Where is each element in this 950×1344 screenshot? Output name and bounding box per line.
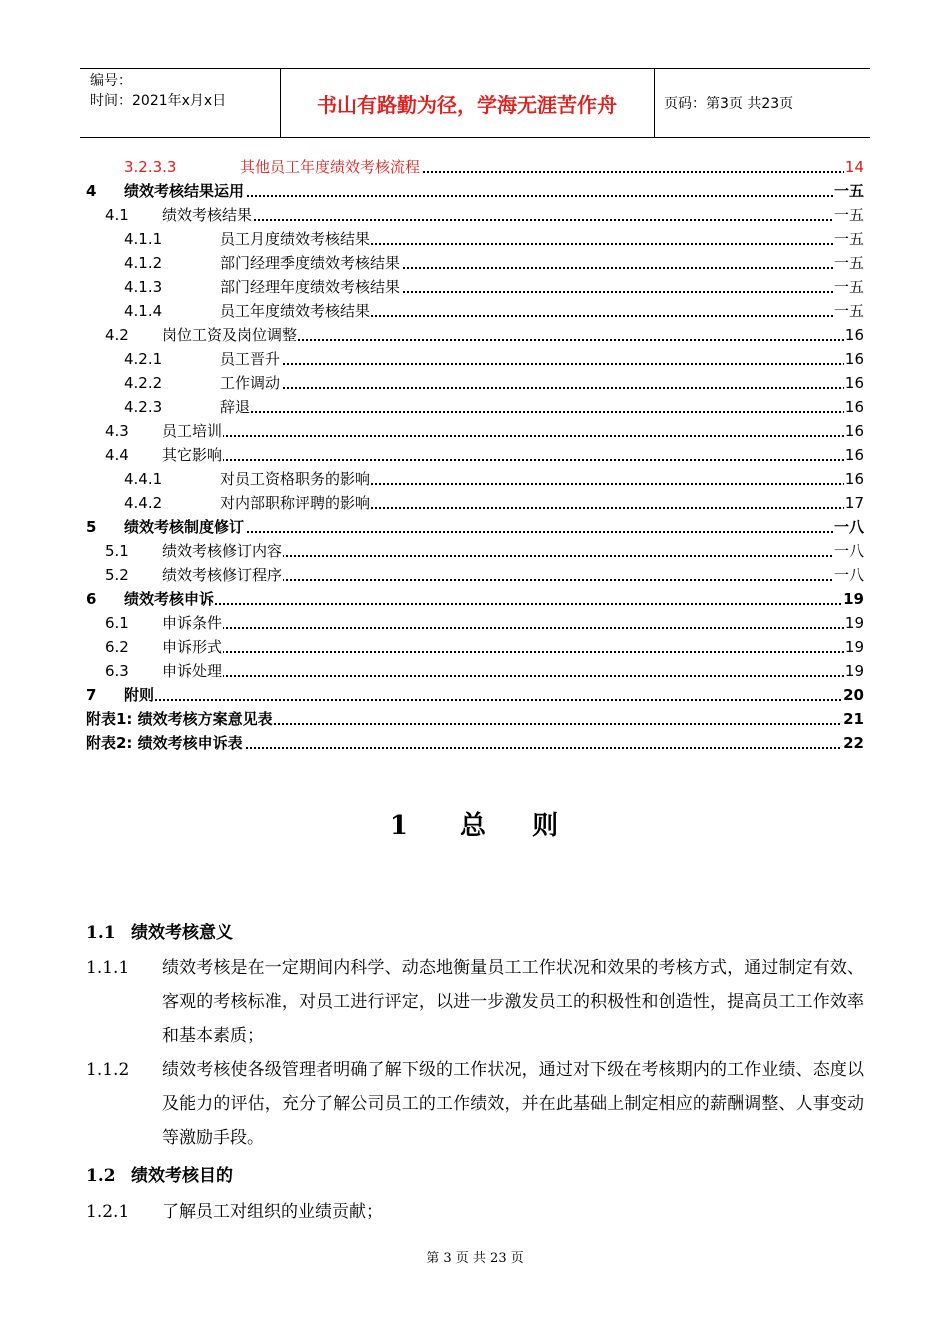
toc-entry-number: 4.1.3	[124, 278, 163, 296]
toc-entry-page: 16	[844, 467, 864, 491]
toc-entry-title: 员工月度绩效考核结果	[220, 227, 371, 251]
toc-entry-number: 4.1.4	[124, 302, 163, 320]
toc-entry[interactable]	[86, 635, 864, 659]
toc-entry-number: 6.2	[105, 638, 129, 656]
toc-leader-dots	[162, 459, 864, 461]
toc-entry-number: 4.1.2	[124, 254, 163, 272]
toc-entry-title: 绩效考核申诉	[124, 587, 215, 611]
toc-entry-number: 6	[86, 590, 97, 608]
toc-entry[interactable]	[86, 155, 864, 179]
toc-leader-dots	[162, 651, 864, 653]
paragraph-number: 1.2.1	[86, 1202, 130, 1222]
toc-entry-title: 员工年度绩效考核结果	[220, 299, 371, 323]
paragraph-text: 绩效考核是在一定期间内科学、动态地衡量员工工作状况和效果的考核方式，通过制定有效、客观的考核标准，对员工进行评定，以进一步激发员工的积极性和创造性，提高员工工作效率和基本素质；	[162, 958, 864, 1046]
toc-entry-title: 工作调动	[220, 371, 281, 395]
toc-entry-title: 部门经理季度绩效考核结果	[220, 251, 401, 275]
toc-entry-page: 19	[842, 587, 864, 611]
section-heading	[86, 918, 233, 943]
toc-entry[interactable]	[86, 227, 864, 251]
toc-leader-dots	[162, 675, 864, 677]
table-of-contents	[86, 155, 864, 755]
toc-entry-title: 绩效考核结果运用	[124, 179, 245, 203]
toc-leader-dots	[162, 435, 864, 437]
toc-entry[interactable]	[86, 731, 864, 755]
serial-label: 编号：	[90, 73, 132, 89]
toc-entry-number: 4	[86, 182, 97, 200]
section-title: 绩效考核目的	[131, 1166, 233, 1186]
toc-entry-title: 绩效考核修订内容	[162, 539, 283, 563]
toc-entry[interactable]	[86, 443, 864, 467]
section-title: 绩效考核意义	[131, 923, 233, 943]
section-number: 1.1	[86, 923, 116, 943]
toc-entry[interactable]	[86, 491, 864, 515]
toc-entry-number: 4.1	[105, 206, 129, 224]
toc-entry[interactable]	[86, 515, 864, 539]
paragraph	[86, 1053, 864, 1155]
toc-entry[interactable]	[86, 587, 864, 611]
toc-entry-title: 岗位工资及岗位调整	[162, 323, 298, 347]
toc-entry-title: 附表1: 绩效考核方案意见表	[86, 707, 274, 731]
paragraph-text: 绩效考核使各级管理者明确了解下级的工作状况，通过对下级在考核期内的工作业绩、态度以及能力的评估，充分了解公司员工的工作绩效，并在此基础上制定相应的薪酬调整、人事变动等激励手段。	[162, 1060, 864, 1148]
toc-entry[interactable]	[86, 347, 864, 371]
chapter-number: 1	[389, 811, 410, 841]
toc-leader-dots	[162, 219, 864, 221]
toc-entry[interactable]	[86, 467, 864, 491]
section-heading	[86, 1161, 233, 1186]
toc-entry-title: 附表2: 绩效考核申诉表	[86, 731, 244, 755]
toc-entry-page: 一五	[833, 179, 864, 203]
toc-entry-number: 5.2	[105, 566, 129, 584]
toc-leader-dots	[124, 603, 864, 605]
toc-entry-page: 16	[844, 371, 864, 395]
toc-entry-number: 6.1	[105, 614, 129, 632]
toc-entry-title: 申诉处理	[162, 659, 223, 683]
toc-entry[interactable]	[86, 299, 864, 323]
section-number: 1.2	[86, 1166, 116, 1186]
toc-entry[interactable]	[86, 563, 864, 587]
toc-entry-number: 4.2.2	[124, 374, 163, 392]
toc-entry-title: 部门经理年度绩效考核结果	[220, 275, 401, 299]
toc-entry-page: 一八	[833, 539, 864, 563]
toc-entry[interactable]	[86, 275, 864, 299]
toc-entry-page: 一五	[833, 251, 864, 275]
toc-entry[interactable]	[86, 707, 864, 731]
toc-entry-title: 对内部职称评聘的影响	[220, 491, 371, 515]
header-meta	[80, 69, 280, 137]
paragraph	[86, 1195, 864, 1229]
toc-entry-title: 其它影响	[162, 443, 223, 467]
toc-entry[interactable]	[86, 179, 864, 203]
toc-entry-number: 4.1.1	[124, 230, 163, 248]
toc-entry-page: 22	[842, 731, 864, 755]
toc-entry-page: 16	[844, 443, 864, 467]
toc-entry-page: 一五	[833, 299, 864, 323]
toc-entry-page: 20	[842, 683, 864, 707]
toc-leader-dots	[220, 387, 864, 389]
toc-entry-page: 17	[844, 491, 864, 515]
toc-entry[interactable]	[86, 251, 864, 275]
toc-entry[interactable]	[86, 683, 864, 707]
toc-entry-title: 申诉条件	[162, 611, 223, 635]
toc-entry-number: 4.2	[105, 326, 129, 344]
chapter-heading	[0, 805, 950, 842]
toc-entry-page: 一八	[833, 563, 864, 587]
toc-entry-number: 5	[86, 518, 97, 536]
toc-entry-title: 绩效考核修订程序	[162, 563, 283, 587]
page-footer: 第 3 页 共 23 页	[426, 1251, 524, 1266]
toc-entry-page: 16	[844, 419, 864, 443]
toc-entry[interactable]	[86, 539, 864, 563]
toc-entry-page: 14	[844, 155, 864, 179]
time-label: 时间：2021年x月x日	[90, 93, 227, 109]
page-header	[80, 68, 870, 138]
toc-entry-title: 员工培训	[162, 419, 223, 443]
paragraph-number: 1.1.1	[86, 958, 130, 978]
toc-entry-page: 19	[844, 659, 864, 683]
toc-entry-page: 一五	[833, 275, 864, 299]
toc-entry-page: 19	[844, 611, 864, 635]
toc-leader-dots	[162, 627, 864, 629]
toc-entry-title: 附则	[124, 683, 155, 707]
chapter-title: 总 则	[459, 811, 561, 841]
toc-leader-dots	[220, 363, 864, 365]
toc-entry-page: 16	[844, 347, 864, 371]
toc-entry[interactable]	[86, 395, 864, 419]
toc-entry-page: 一五	[833, 203, 864, 227]
toc-entry-title: 绩效考核制度修订	[124, 515, 245, 539]
toc-entry-page: 16	[844, 323, 864, 347]
header-page-info: 页码：第3页 共23页	[664, 96, 794, 112]
toc-entry-page: 19	[844, 635, 864, 659]
paragraph-number: 1.1.2	[86, 1060, 130, 1080]
paragraph	[86, 951, 864, 1053]
toc-entry[interactable]	[86, 371, 864, 395]
toc-entry[interactable]	[86, 323, 864, 347]
header-motto: 书山有路勤为径，学海无涯苦作舟	[317, 92, 617, 117]
toc-entry-title: 绩效考核结果	[162, 203, 253, 227]
toc-entry-title: 其他员工年度绩效考核流程	[240, 155, 421, 179]
toc-entry[interactable]	[86, 203, 864, 227]
toc-entry-number: 4.4.2	[124, 494, 163, 512]
toc-entry[interactable]	[86, 611, 864, 635]
toc-entry-number: 6.3	[105, 662, 129, 680]
toc-entry-title: 辞退	[220, 395, 251, 419]
toc-entry-number: 7	[86, 686, 97, 704]
toc-entry-title: 员工晋升	[220, 347, 281, 371]
toc-entry-number: 3.2.3.3	[124, 158, 177, 176]
toc-entry-title: 对员工资格职务的影响	[220, 467, 371, 491]
toc-entry-number: 4.2.1	[124, 350, 163, 368]
toc-entry-page: 一八	[833, 515, 864, 539]
toc-entry[interactable]	[86, 419, 864, 443]
toc-entry-number: 5.1	[105, 542, 129, 560]
toc-entry-page: 21	[842, 707, 864, 731]
toc-entry-page: 16	[844, 395, 864, 419]
toc-entry-number: 4.2.3	[124, 398, 163, 416]
header-divider	[654, 69, 655, 137]
paragraph-text: 了解员工对组织的业绩贡献；	[162, 1202, 383, 1222]
toc-entry-page: 一五	[833, 227, 864, 251]
toc-entry-number: 4.4.1	[124, 470, 163, 488]
toc-leader-dots	[124, 699, 864, 701]
toc-entry-number: 4.4	[105, 446, 129, 464]
toc-entry-title: 申诉形式	[162, 635, 223, 659]
toc-leader-dots	[220, 411, 864, 413]
toc-entry-number: 4.3	[105, 422, 129, 440]
toc-entry[interactable]	[86, 659, 864, 683]
